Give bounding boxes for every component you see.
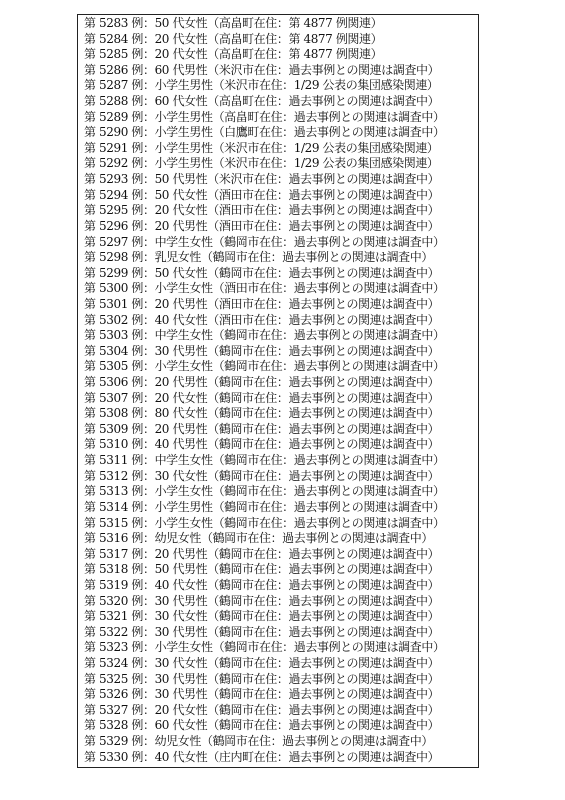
case-entry: 第 5308 例：80 代女性（鶴岡市在住：過去事例との関連は調査中）: [84, 406, 440, 421]
case-entry: 第 5302 例：40 代女性（酒田市在住：過去事例との関連は調査中）: [84, 312, 440, 327]
case-entry: 第 5312 例：30 代女性（鶴岡市在住：過去事例との関連は調査中）: [84, 468, 440, 483]
case-entry: 第 5329 例：幼児女性（鶴岡市在住：過去事例との関連は調査中）: [84, 734, 433, 749]
case-entry: 第 5297 例：中学生女性（鶴岡市在住：過去事例との関連は調査中）: [84, 234, 445, 249]
case-entry: 第 5318 例：50 代男性（鶴岡市在住：過去事例との関連は調査中）: [84, 562, 440, 577]
case-entry: 第 5285 例：20 代女性（高畠町在住：第 4877 例関連）: [84, 47, 383, 62]
case-entry: 第 5320 例：30 代男性（鶴岡市在住：過去事例との関連は調査中）: [84, 593, 440, 608]
case-entry: 第 5325 例：30 代男性（鶴岡市在住：過去事例との関連は調査中）: [84, 671, 440, 686]
case-entry: 第 5324 例：30 代女性（鶴岡市在住：過去事例との関連は調査中）: [84, 655, 440, 670]
case-entry: 第 5304 例：30 代男性（鶴岡市在住：過去事例との関連は調査中）: [84, 343, 440, 358]
case-entry: 第 5314 例：小学生男性（鶴岡市在住：過去事例との関連は調査中）: [84, 499, 445, 514]
case-entry: 第 5300 例：小学生女性（酒田市在住：過去事例との関連は調査中）: [84, 281, 445, 296]
case-entry: 第 5288 例：60 代女性（高畠町在住：過去事例との関連は調査中）: [84, 94, 440, 109]
case-entry: 第 5287 例：小学生男性（米沢市在住：1/29 公表の集団感染関連）: [84, 78, 439, 93]
case-entry: 第 5298 例：乳児女性（鶴岡市在住：過去事例との関連は調査中）: [84, 250, 433, 265]
case-entry: 第 5319 例：40 代女性（鶴岡市在住：過去事例との関連は調査中）: [84, 577, 440, 592]
case-entry: 第 5291 例：小学生男性（米沢市在住：1/29 公表の集団感染関連）: [84, 140, 439, 155]
case-entry: 第 5286 例：60 代男性（米沢市在住：過去事例との関連は調査中）: [84, 62, 440, 77]
case-entry: 第 5305 例：小学生女性（鶴岡市在住：過去事例との関連は調査中）: [84, 359, 445, 374]
case-entry: 第 5290 例：小学生男性（白鷹町在住：過去事例との関連は調査中）: [84, 125, 445, 140]
case-entry: 第 5311 例：中学生女性（鶴岡市在住：過去事例との関連は調査中）: [84, 453, 445, 468]
case-entry: 第 5315 例：小学生女性（鶴岡市在住：過去事例との関連は調査中）: [84, 515, 445, 530]
case-entry: 第 5322 例：30 代男性（鶴岡市在住：過去事例との関連は調査中）: [84, 624, 440, 639]
case-list: [84, 16, 479, 765]
case-entry: 第 5309 例：20 代男性（鶴岡市在住：過去事例との関連は調査中）: [84, 421, 440, 436]
case-entry: 第 5317 例：20 代男性（鶴岡市在住：過去事例との関連は調査中）: [84, 546, 440, 561]
case-entry: 第 5307 例：20 代女性（鶴岡市在住：過去事例との関連は調査中）: [84, 390, 440, 405]
case-entry: 第 5292 例：小学生男性（米沢市在住：1/29 公表の集団感染関連）: [84, 156, 439, 171]
case-entry: 第 5330 例：40 代女性（庄内町在住：過去事例との関連は調査中）: [84, 749, 440, 764]
case-entry: 第 5296 例：20 代男性（酒田市在住：過去事例との関連は調査中）: [84, 218, 440, 233]
case-entry: 第 5284 例：20 代女性（高畠町在住：第 4877 例関連）: [84, 31, 383, 46]
case-entry: 第 5313 例：小学生女性（鶴岡市在住：過去事例との関連は調査中）: [84, 484, 445, 499]
case-entry: 第 5323 例：小学生女性（鶴岡市在住：過去事例との関連は調査中）: [84, 640, 445, 655]
case-entry: 第 5301 例：20 代男性（酒田市在住：過去事例との関連は調査中）: [84, 296, 440, 311]
case-entry: 第 5289 例：小学生男性（高畠町在住：過去事例との関連は調査中）: [84, 109, 445, 124]
case-entry: 第 5316 例：幼児女性（鶴岡市在住：過去事例との関連は調査中）: [84, 531, 433, 546]
case-entry: 第 5310 例：40 代男性（鶴岡市在住：過去事例との関連は調査中）: [84, 437, 440, 452]
case-entry: 第 5321 例：30 代女性（鶴岡市在住：過去事例との関連は調査中）: [84, 609, 440, 624]
case-entry: 第 5328 例：60 代女性（鶴岡市在住：過去事例との関連は調査中）: [84, 718, 440, 733]
case-entry: 第 5299 例：50 代女性（鶴岡市在住：過去事例との関連は調査中）: [84, 265, 440, 280]
case-entry: 第 5283 例：50 代女性（高畠町在住：第 4877 例関連）: [84, 16, 383, 30]
case-entry: 第 5303 例：中学生女性（鶴岡市在住：過去事例との関連は調査中）: [84, 328, 445, 343]
case-entry: 第 5293 例：50 代男性（米沢市在住：過去事例との関連は調査中）: [84, 172, 440, 187]
case-entry: 第 5294 例：50 代女性（酒田市在住：過去事例との関連は調査中）: [84, 187, 440, 202]
case-entry: 第 5295 例：20 代女性（酒田市在住：過去事例との関連は調査中）: [84, 203, 440, 218]
case-entry: 第 5326 例：30 代男性（鶴岡市在住：過去事例との関連は調査中）: [84, 687, 440, 702]
case-entry: 第 5306 例：20 代男性（鶴岡市在住：過去事例との関連は調査中）: [84, 375, 440, 390]
case-entry: 第 5327 例：20 代女性（鶴岡市在住：過去事例との関連は調査中）: [84, 702, 440, 717]
